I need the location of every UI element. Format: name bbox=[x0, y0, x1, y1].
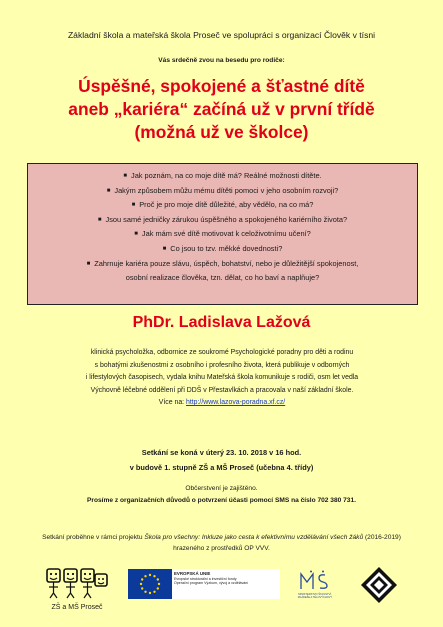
title-line-2: aneb „kariéra“ začíná už v první třídě bbox=[68, 99, 375, 119]
speaker-name: PhDr. Ladislava Lažová bbox=[132, 314, 311, 331]
project-info: Setkání proběhne v rámci projektu Škola pro všechny: Inkluze jako cesta k efektivnímu vzdělávání všech žáků (2016-2019) hrazeného z prostředků OP VVV. bbox=[42, 534, 401, 552]
ministry-logo-text: MINISTERSTVO ŠKOLSTVÍ, MLÁDEŽE A TĚLOVÝCHOVY bbox=[297, 593, 333, 599]
meeting-venue: v budově 1. stupně ZŠ a MŠ Proseč (učebna 4. třídy) bbox=[129, 463, 314, 472]
bullet-icon: ■ bbox=[97, 216, 102, 223]
invitation-line: Vás srdečně zvou na besedu pro rodiče: bbox=[158, 57, 285, 64]
bio-line: klinická psycholožka, odbornice ze soukromé Psychologické poradny pro děti a rodinu bbox=[90, 349, 354, 356]
ministry-logo bbox=[287, 568, 343, 602]
refreshment-note: Občerstvení je zajištěno. bbox=[185, 485, 258, 492]
bullet-icon: ■ bbox=[131, 202, 136, 209]
questions-list bbox=[34, 169, 411, 286]
notes bbox=[0, 483, 443, 506]
speaker-website-link[interactable]: http://www.lazova-poradna.xf.cz/ bbox=[186, 399, 286, 407]
bullet-icon: ■ bbox=[123, 173, 127, 179]
bio-line: Výchovně léčebné oddělení při DDŠ v Přestavlkách a pracovala v naší základní škole. bbox=[90, 386, 354, 394]
school-logo-label: ZŠ a MŠ Proseč bbox=[51, 604, 103, 611]
bio-line: i lifestylových časopisech, vydala knihu Mateřská škola komunikuje s rodiči, osm let vedla bbox=[85, 374, 359, 382]
question-item: ■ Jakým způsobem můžu mému dítěti pomoci v jeho osobním rozvoji? bbox=[106, 185, 339, 195]
bullet-icon: ■ bbox=[162, 245, 167, 252]
msmt-emblem-icon bbox=[287, 568, 343, 593]
bullet-icon: ■ bbox=[134, 231, 138, 238]
bio-line: s bohatými zkušenostmi z osobního i profesního života, která publikuje v odborných bbox=[94, 361, 350, 369]
question-item: ■ Zahrnuje kariéra pouze slávu, úspěch, bohatství, nebo je důležitější spokojenost, bbox=[86, 258, 359, 268]
speaker-bio bbox=[26, 347, 418, 410]
logo-strip bbox=[0, 563, 443, 613]
diamond-emblem-icon bbox=[360, 566, 398, 604]
questions-box bbox=[27, 163, 418, 305]
eu-flag-icon bbox=[128, 569, 172, 599]
question-item: ■ Jsou samé jedničky zárukou úspěšného a spokojeného kariérního života? bbox=[97, 214, 348, 224]
meeting-date: Setkání se koná v úterý 23. 10. 2018 v 16 hod. bbox=[141, 448, 302, 457]
bullet-icon: ■ bbox=[106, 187, 111, 194]
rsvp-note: Prosíme z organizačních důvodů o potvrzení účasti pomocí SMS na číslo 702 380 731. bbox=[87, 496, 356, 504]
meeting-details bbox=[0, 445, 443, 475]
school-logo bbox=[44, 565, 110, 611]
event-title bbox=[0, 75, 443, 144]
question-item: ■ Proč je pro moje dítě důležité, aby vědělo, na co má? bbox=[131, 200, 314, 210]
eu-logo-text: EVROPSKÁ UNIE Evropské strukturální a investiční fondy Operační program Výzkum, vývoj a vzdělávání bbox=[174, 571, 249, 586]
project-name: Škola pro všechny: Inkluze jako cesta k efektivnímu vzdělávání všech žáků bbox=[144, 534, 364, 541]
question-item: ■ Jak mám své dítě motivovat k celoživotnímu učení? bbox=[134, 229, 311, 239]
children-icon bbox=[44, 565, 110, 599]
title-line-3: (možná už ve školce) bbox=[134, 122, 309, 142]
question-item: ■ Co jsou to tzv. měkké dovednosti? bbox=[162, 243, 283, 253]
more-info-label: Více na: bbox=[158, 399, 186, 407]
organizers-line: Základní škola a mateřská škola Proseč ve spolupráci s organizací Člověk v tísni bbox=[67, 30, 376, 40]
title-line-1: Úspěšné, spokojené a šťastné dítě bbox=[78, 76, 365, 96]
more-info-line bbox=[26, 397, 418, 410]
eu-logo bbox=[128, 569, 280, 599]
question-item-continuation: osobní realizace člověka, tzn. dělat, co ho baví a naplňuje? bbox=[125, 273, 320, 283]
bullet-icon: ■ bbox=[86, 260, 91, 267]
question-item: ■ Jak poznám, na co moje dítě má? Reálné možnosti dítěte. bbox=[123, 171, 322, 180]
people-in-need-logo bbox=[360, 566, 398, 604]
